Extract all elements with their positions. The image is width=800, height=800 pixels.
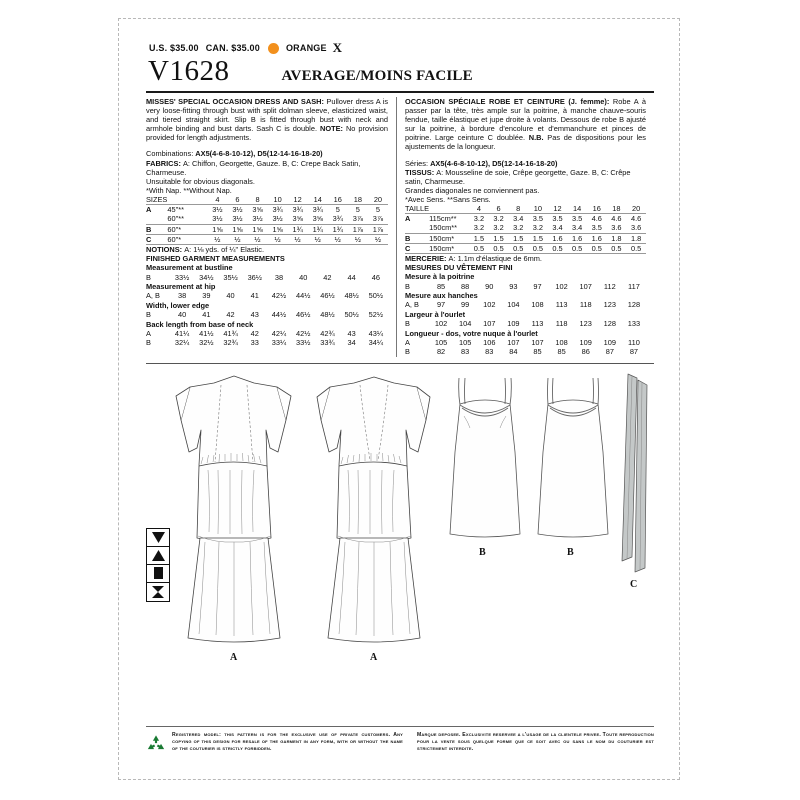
french-notions-label: MERCERIE: xyxy=(405,254,449,264)
table-row: Back length from base of neck xyxy=(146,319,254,329)
french-notions-value: A: 1.1m d'élastique de 6mm. xyxy=(448,254,542,264)
table-row: Width, lower edge xyxy=(146,300,210,310)
triangle-down-icon xyxy=(147,529,169,547)
english-combinations-value: AX5(4-6-8-10-12), D5(12-14-16-18-20) xyxy=(195,149,323,159)
english-finished-table xyxy=(146,263,388,348)
table-row: Mesure à la poitrine xyxy=(405,272,475,282)
price-us: U.S. $35.00 xyxy=(149,43,199,53)
table-row: 60"** 3½ 3½ 3½ 3½ 3⅝ 3⅝ 3¾ 3⅞ 3⅞ xyxy=(146,214,388,224)
table-row: B 60"* 1⅝ 1⅝ 1⅝ 1⅝ 1¾ 1¾ 1¾ 1⅞ 1⅞ xyxy=(146,224,388,234)
english-column xyxy=(146,97,396,357)
french-fabrics-value: A: Mousseline de soie, Crêpe georgette, Gaze. B, C: Crêpe satin, Charmeuse. xyxy=(405,167,631,186)
english-sizes-header: SIZES xyxy=(146,194,168,204)
english-description-title: MISSES' SPECIAL OCCASION DRESS AND SASH: xyxy=(146,97,324,106)
figure-slip-b-back xyxy=(532,374,614,542)
french-finished-table xyxy=(405,272,646,357)
english-fabrics-value: A: Chiffon, Georgette, Gauze. B, C: Crepe Back Satin, Charmeuse. xyxy=(146,158,361,177)
legal-french: Marque deposee. Exclusivite reservee a l'usage de la clientele privee. Toute reproduction pour la vente sous quelque forme que ce soit avec ou sans le nom du couturier est strictement interdite. xyxy=(417,732,654,753)
table-row: B 82 83 83 84 85 85 86 87 87 xyxy=(405,347,639,357)
english-combinations xyxy=(146,149,388,158)
english-note-body: No provision provided for length adjustments. xyxy=(146,124,388,143)
english-finished-header: FINISHED GARMENT MEASUREMENTS xyxy=(146,254,285,264)
table-row: Longueur - dos, votre nuque à l'ourlet xyxy=(405,328,538,338)
figure-label-b-front: B xyxy=(479,546,486,558)
english-notions-label: NOTIONS: xyxy=(146,244,185,254)
table-row: Measurement at bustline xyxy=(146,263,233,273)
header-divider xyxy=(146,91,654,93)
color-name: ORANGE xyxy=(285,43,327,53)
hourglass-icon xyxy=(147,583,169,601)
french-note-label: N.B. xyxy=(528,133,544,143)
square-icon xyxy=(147,565,169,583)
english-yardage-table xyxy=(146,195,388,245)
english-description-body: Pullover dress A is very loose-fitting through bust with split dolman sleeve, elasticized waist, and tiered straight skirt. Slip B is fitted through bust with neck and armhole binding and bust darts. Sash C is double. xyxy=(146,97,389,134)
symbol-key xyxy=(146,528,170,602)
table-row: A, B 97 99 102 104 108 113 118 123 128 xyxy=(405,300,641,310)
french-fabrics xyxy=(405,168,646,186)
english-note-label: NOTE: xyxy=(319,124,343,134)
english-notions-value: A: 1⅛ yds. of ¼" Elastic. xyxy=(184,244,265,254)
english-combinations-label: Combinations: xyxy=(146,149,196,159)
table-row: Measurement at hip xyxy=(146,281,216,291)
figure-dress-a-back xyxy=(314,370,434,645)
table-row: A 105 105 106 107 107 108 109 109 110 xyxy=(405,338,640,348)
french-nap: *Avec Sens. **Sans Sens. xyxy=(405,194,491,204)
table-row: B 150cm* 1.5 1.5 1.5 1.5 1.6 1.6 1.6 1.8 1.8 xyxy=(405,233,646,243)
pattern-number: V1628 xyxy=(148,55,230,87)
triangle-up-icon xyxy=(147,547,169,565)
table-row: B 32¼ 32½ 32¾ 33 33¼ 33½ 33¾ 34 34¼ xyxy=(146,338,384,348)
french-unsuitable: Grandes diagonales ne conviennent pas. xyxy=(405,185,540,195)
table-row: A 45"** 3½ 3½ 3⅝ 3¾ 3¾ 3¾ 5 5 5 xyxy=(146,205,380,215)
price-row xyxy=(146,41,654,55)
recycle-icon xyxy=(146,732,172,759)
figure-sash-c xyxy=(616,372,656,577)
french-column xyxy=(396,97,646,357)
english-nap: *With Nap. **Without Nap. xyxy=(146,185,232,195)
footer xyxy=(146,726,654,759)
french-description-title: OCCASION SPÉCIALE ROBE ET CEINTURE (J. femme): xyxy=(405,97,610,106)
table-row: 150cm** 3.2 3.2 3.2 3.2 3.4 3.4 3.5 3.6 3.6 xyxy=(405,223,646,233)
x-mark-icon: X xyxy=(332,40,343,55)
table-row: A, B 38 39 40 41 42½ 44½ 46½ 48½ 50½ xyxy=(146,291,384,301)
table-row: B 33½ 34½ 35½ 36½ 38 40 42 44 46 xyxy=(146,272,380,282)
price-can: CAN. $35.00 xyxy=(205,43,260,53)
table-row: TAILLE 4 6 8 10 12 14 16 18 20 xyxy=(405,204,646,214)
figure-label-b-back: B xyxy=(567,546,574,558)
legal-text xyxy=(172,732,654,754)
figure-slip-b-front xyxy=(444,374,526,542)
french-description-body: Robe A à passer par la tête, très ample sur la poitrine, à manche chauve-souris fendue, taille élastique et jupe droite à volants. Dessous de robe B ajusté sur la poitrine, à bordure d'encolure et d'emmanchure et pinces de poitrine. Large ceinture C doublée. xyxy=(405,97,646,143)
english-fabrics xyxy=(146,159,388,177)
table-row: Mesure aux hanches xyxy=(405,291,478,301)
french-notions xyxy=(405,254,646,263)
french-combinations-value: AX5(4-6-8-10-12), D5(12-14-16-18-20) xyxy=(430,158,558,168)
french-note-body: Pas de dispositions pour les ajustements de la longueur. xyxy=(405,133,646,152)
english-unsuitable: Unsuitable for obvious diagonals. xyxy=(146,176,255,186)
french-combinations-label: Séries: xyxy=(405,158,431,168)
figure-label-a-front: A xyxy=(230,651,238,663)
figure-label-a-back: A xyxy=(370,651,378,663)
table-row: C 150cm* 0.5 0.5 0.5 0.5 0.5 0.5 0.5 0.5 0.5 xyxy=(405,243,646,253)
table-row: Largeur à l'ourlet xyxy=(405,309,466,319)
table-row: B 40 41 42 43 44½ 46½ 48½ 50½ 52½ xyxy=(146,310,384,320)
table-row: A 115cm** 3.2 3.2 3.4 3.5 3.5 3.5 4.6 4.6 4.6 xyxy=(405,214,642,224)
french-fabrics-label: TISSUS: xyxy=(405,167,437,177)
french-combinations xyxy=(405,159,646,168)
table-row: SIZES 4 6 8 10 12 14 16 18 20 xyxy=(146,195,388,205)
french-finished-header: MESURES DU VÊTEMENT FINI xyxy=(405,263,513,273)
legal-english: Registered model: this pattern is for the exclusive use of private customers. Any copying of this design for resale of the garment in any form, with or without the name of the couturier is strictly forbidden. xyxy=(172,732,403,753)
figure-label-c: C xyxy=(630,578,638,590)
illustration-area xyxy=(146,363,654,685)
color-dot-icon xyxy=(268,43,279,54)
figure-dress-a-front xyxy=(174,370,294,645)
difficulty-level: AVERAGE/MOINS FACILE xyxy=(281,68,473,84)
pattern-envelope xyxy=(118,18,680,780)
french-yardage-table xyxy=(405,204,646,254)
table-row: B 102 104 107 109 113 118 123 128 133 xyxy=(405,319,641,329)
english-fabrics-label: FABRICS: xyxy=(146,158,183,168)
english-description xyxy=(146,97,388,142)
info-columns xyxy=(146,97,654,357)
french-description xyxy=(405,97,646,152)
title-row xyxy=(146,56,654,88)
table-row: B 85 88 90 93 97 102 107 112 117 xyxy=(405,281,640,291)
english-notions xyxy=(146,245,388,254)
table-row: A 41¼ 41½ 41¾ 42 42¼ 42½ 42¾ 43 43¼ xyxy=(146,328,384,338)
french-sizes-header: TAILLE xyxy=(405,204,430,214)
table-row: C 60"* ½ ½ ½ ½ ½ ½ ½ ½ ½ xyxy=(146,234,388,244)
